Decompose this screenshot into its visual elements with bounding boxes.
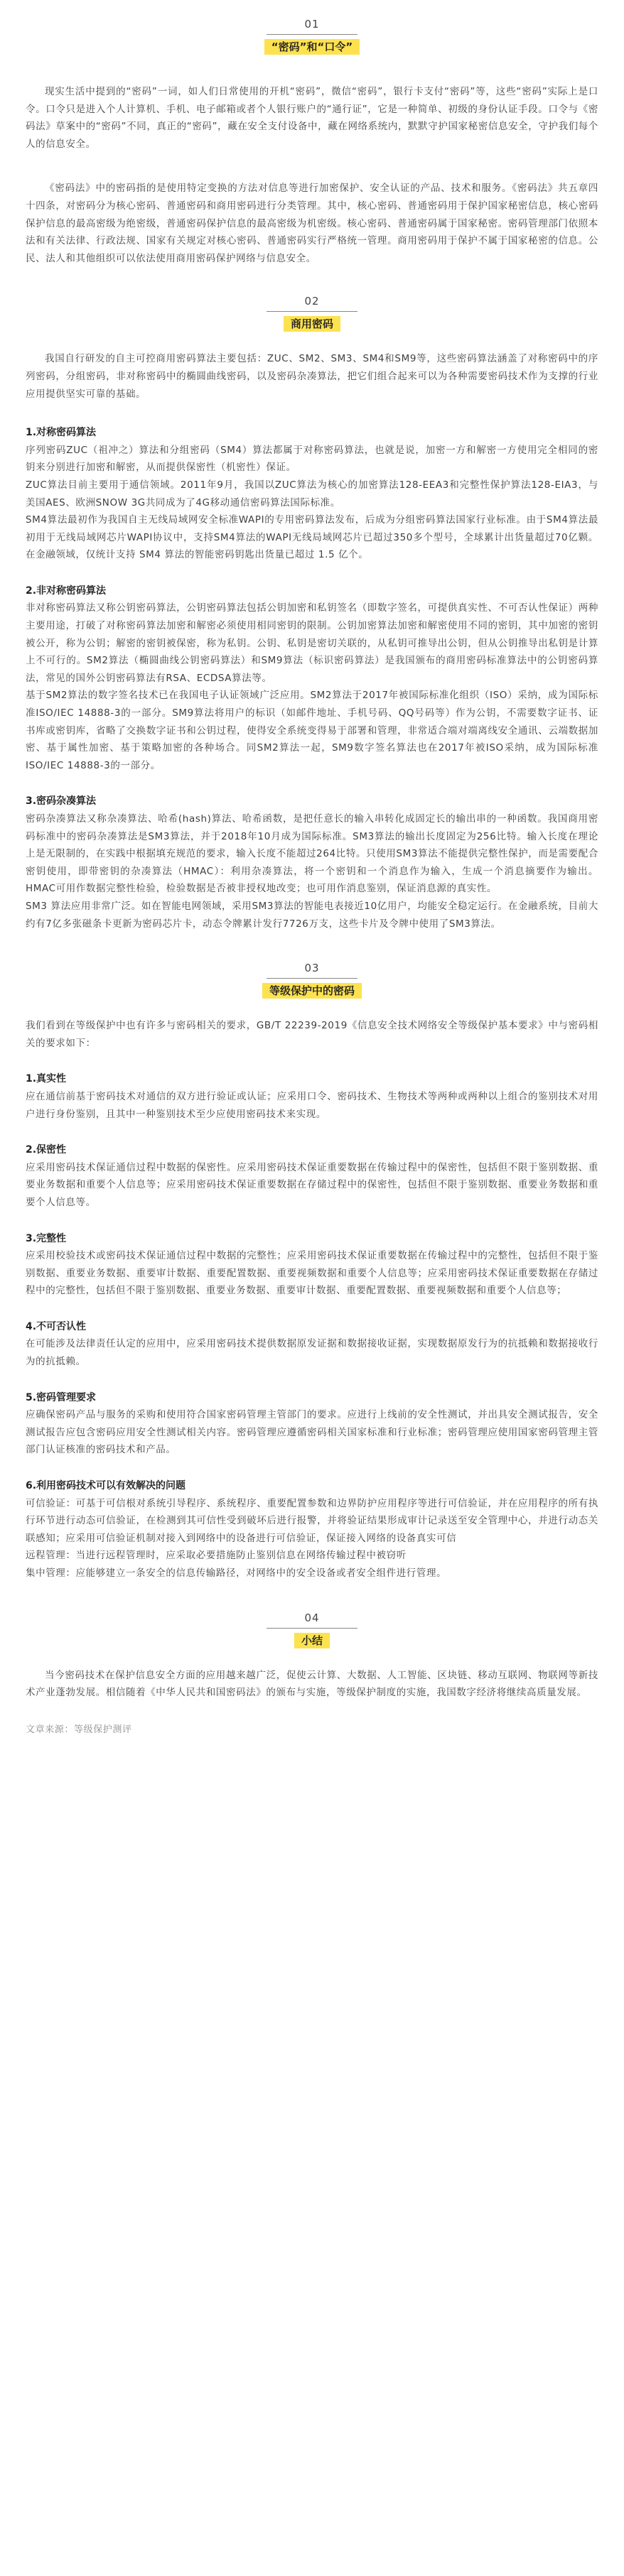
paragraph: ZUC算法目前主要用于通信领域。2011年9月，我国以ZUC算法为核心的加密算法128-EEA3和完整性保护算法128-EIA3，与美国AES、欧洲SNOW 3G共同成为了4G移动通信密码算法国际标准。 <box>26 479 598 509</box>
paragraph: 我们看到在等级保护中也有许多与密码相关的要求，GB/T 22239-2019《信息安全技术网络安全等级保护基本要求》中与密码相关的要求如下： <box>26 1020 598 1049</box>
subsection-heading: 5.密码管理要求 <box>26 1391 97 1403</box>
section-title: 小结 <box>294 1633 330 1648</box>
paragraph: 密码杂凑算法又称杂凑算法、哈希(hash)算法、哈希函数，是把任意长的输入串转化成固定长的输出串的一种函数。我国商用密码标准中的密码杂凑算法是SM3算法，并于2018年10月成为国际标准。SM3算法的输出长度固定为256比特。输入长度在理论上是无限制的，在实践中根据填充规范的要求，输入长度不能超过264比特。只使用SM3算法不能提供完整性保护，而是需要配合密钥使用，即带密钥的杂凑算法（HMAC）：利用杂凑算法，将一个密钥和一个消息作为输入，生成一个消息摘要作为输出。HMAC可用作数据完整性检验，检验数据是否被非授权地改变；也可用作消息鉴别，保证消息源的真实性。 <box>26 813 598 895</box>
subsection-heading: 3.密码杂凑算法 <box>26 795 97 808</box>
paragraph: 在可能涉及法律责任认定的应用中，应采用密码技术提供数据原发证据和数据接收证据，实现数据原发行为的抗抵赖和数据接收行为的抗抵赖。 <box>26 1338 598 1368</box>
section-divider <box>267 34 357 35</box>
section-number: 01 <box>304 18 320 31</box>
section-header-03 <box>26 961 598 999</box>
paragraph: 应确保密码产品与服务的采购和使用符合国家密码管理主管部门的要求。应进行上线前的安全性测试，并出具安全测试报告，安全测试报告应包含密码应用安全性测试相关内容。密码管理应遵循密码相关国家标准和行业标准；密码管理应使用国家密码管理主管部门认证核准的密码技术和产品。 <box>26 1409 598 1456</box>
paragraph: SM3 算法应用非常广泛。如在智能电网领域，采用SM3算法的智能电表接近10亿用户，均能安全稳定运行。在金融系统，目前大约有7亿多张磁条卡更新为密码芯片卡，动态令牌累计发行7726万支，这些卡片及令牌中使用了SM3算法。 <box>26 900 598 930</box>
section-header-04 <box>26 1611 598 1648</box>
paragraph: 应采用校验技术或密码技术保证通信过程中数据的完整性；应采用密码技术保证重要数据在传输过程中的完整性，包括但不限于鉴别数据、重要业务数据、重要审计数据、重要配置数据、重要视频数据和重要个人信息等；应采用密码技术保证重要数据在存储过程中的完整性，包括但不限于鉴别数据、重要业务数据、重要审计数据、重要配置数据、重要视频数据和重要个人信息等； <box>26 1250 598 1297</box>
section-header-02 <box>26 294 598 332</box>
section-divider <box>267 311 357 312</box>
paragraph: 现实生活中提到的“密码”一词，如人们日常使用的开机“密码”，微信“密码”，银行卡支付“密码”等，这些“密码”实际上是口令。口令只是进入个人计算机、手机、电子邮箱或者个人银行账户的“通行证”，它是一种简单、初级的身份认证手段。口令与《密码法》草案中的“密码”不同，真正的“密码”，藏在安全支付设备中，藏在网络系统内，默默守护国家秘密信息安全，守护我们每个人的信息安全。 <box>26 86 598 150</box>
section-number: 03 <box>304 962 320 975</box>
article-source: 文章来源：等级保护测评 <box>26 1724 132 1735</box>
paragraph: 远程管理：当进行远程管理时，应采取必要措施防止鉴别信息在网络传输过程中被窃听 <box>26 1550 407 1562</box>
paragraph: 基于SM2算法的数字签名技术已在我国电子认证领域广泛应用。SM2算法于2017年被国际标准化组织（ISO）采纳，成为国际标准ISO/IEC 14888-3的一部分。SM9算法将用户的标识（如邮件地址、手机号码、QQ号码等）作为公钥，不需要数字证书、证书库或密钥库，省略了交换数字证书和公钥过程，使得安全系统变得易于部署和管理，非常适合端对端离线安全通讯、云端数据加密、基于属性加密、基于策略加密的各种场合。同SM2算法一起，SM9数字签名算法也在2017年被ISO采纳，成为国际标准ISO/IEC 14888-3的一部分。 <box>26 690 598 771</box>
paragraph: 我国自行研发的自主可控商用密码算法主要包括：ZUC、SM2、SM3、SM4和SM9等，这些密码算法涵盖了对称密码中的序列密码，分组密码，非对称密码中的椭圆曲线密码，以及密码杂凑算法，把它们组合起来可以为各种需要密码技术作为支撑的行业应用提供坚实可靠的基础。 <box>26 353 598 400</box>
paragraph: 可信验证：可基于可信根对系统引导程序、系统程序、重要配置参数和边界防护应用程序等进行可信验证，并在应用程序的所有执行环节进行动态可信验证，在检测到其可信性受到破坏后进行报警，并将验证结果形成审计记录送至安全管理中心，并进行动态关联感知；应采用可信验证机制对接入到网络中的设备进行可信验证，保证接入网络的设备真实可信 <box>26 1497 598 1544</box>
subsection-heading: 1.对称密码算法 <box>26 427 97 439</box>
subsection-heading: 2.非对称密码算法 <box>26 585 107 597</box>
section-number: 02 <box>304 295 320 308</box>
paragraph: 当今密码技术在保护信息安全方面的应用越来越广泛，促使云计算、大数据、人工智能、区块链、移动互联网、物联网等新技术产业蓬勃发展。相信随着《中华人民共和国密码法》的颁布与实施，等级保护制度的实施，我国数字经济将继续高质量发展。 <box>26 1669 598 1699</box>
paragraph: 《密码法》中的密码指的是使用特定变换的方法对信息等进行加密保护、安全认证的产品、技术和服务。《密码法》共五章四十四条，对密码分为核心密码、普通密码和商用密码进行分类管理。其中，核心密码、普通密码用于保护国家秘密信息，核心密码保护信息的最高密级为绝密级，普通密码保护信息的最高密级为机密级。核心密码、普通密码属于国家秘密。密码管理部门依照本法和有关法律、行政法规、国家有关规定对核心密码、普通密码实行严格统一管理。商用密码用于保护不属于国家秘密的信息。公民、法人和其他组织可以依法使用商用密码保护网络与信息安全。 <box>26 183 598 264</box>
subsection-heading: 3.完整性 <box>26 1232 67 1244</box>
section-title: “密码”和“口令” <box>264 39 360 55</box>
section-title: 商用密码 <box>284 316 340 332</box>
subsection-heading: 2.保密性 <box>26 1144 67 1156</box>
paragraph: SM4算法最初作为我国自主无线局域网安全标准WAPI的专用密码算法发布，后成为分组密码算法国家行业标准。由于SM4算法最初用于无线局域网芯片WAPI协议中，支持SM4算法的WAPI无线局域网芯片已超过350多个型号，全球累计出货量超过70亿颗。在金融领域，仅统计支持 SM4 算法的智能密码钥匙出货量已超过 1.5 亿个。 <box>26 514 598 561</box>
section-header-01 <box>26 17 598 55</box>
paragraph: 序列密码ZUC（祖冲之）算法和分组密码（SM4）算法都属于对称密码算法，也就是说，加密一方和解密一方使用完全相同的密钥来分别进行加密和解密，从而提供保密性（机密性）保证。 <box>26 444 598 474</box>
paragraph: 非对称密码算法又称公钥密码算法，公钥密码算法包括公钥加密和私钥签名（即数字签名，可提供真实性、不可否认性保证）两种主要用途，打破了对称密码算法加密和解密必须使用相同密钥的限制。公钥加密算法加密和解密使用不同的密钥，其中加密的密钥被公开，称为公钥；解密的密钥被保密，称为私钥。公钥、私钥是密切关联的，从私钥可推导出公钥，但从公钥推导出私钥是计算上不可行的。SM2算法（椭圆曲线公钥密码算法）和SM9算法（标识密码算法）是我国颁布的商用密码标准算法中的公钥密码算法，常见的国外公钥密码算法有RSA、ECDSA算法等。 <box>26 602 598 684</box>
subsection-heading: 4.不可否认性 <box>26 1320 87 1332</box>
section-title: 等级保护中的密码 <box>262 983 362 999</box>
section-divider <box>267 978 357 979</box>
section-divider <box>267 1628 357 1629</box>
paragraph: 应在通信前基于密码技术对通信的双方进行验证或认证；应采用口令、密码技术、生物技术等两种或两种以上组合的鉴别技术对用户进行身份鉴别，且其中一种鉴别技术至少应使用密码技术来实现。 <box>26 1090 598 1120</box>
paragraph: 集中管理：应能够建立一条安全的信息传输路径，对网络中的安全设备或者安全组件进行管理。 <box>26 1567 447 1579</box>
section-number: 04 <box>304 1611 320 1624</box>
paragraph: 应采用密码技术保证通信过程中数据的保密性。应采用密码技术保证重要数据在传输过程中的保密性，包括但不限于鉴别数据、重要业务数据和重要个人信息等；应采用密码技术保证重要数据在存储过程中的保密性，包括但不限于鉴别数据、重要业务数据和重要个人信息等。 <box>26 1161 598 1208</box>
subsection-heading: 1.真实性 <box>26 1073 67 1085</box>
subsection-heading: 6.利用密码技术可以有效解决的问题 <box>26 1480 186 1492</box>
